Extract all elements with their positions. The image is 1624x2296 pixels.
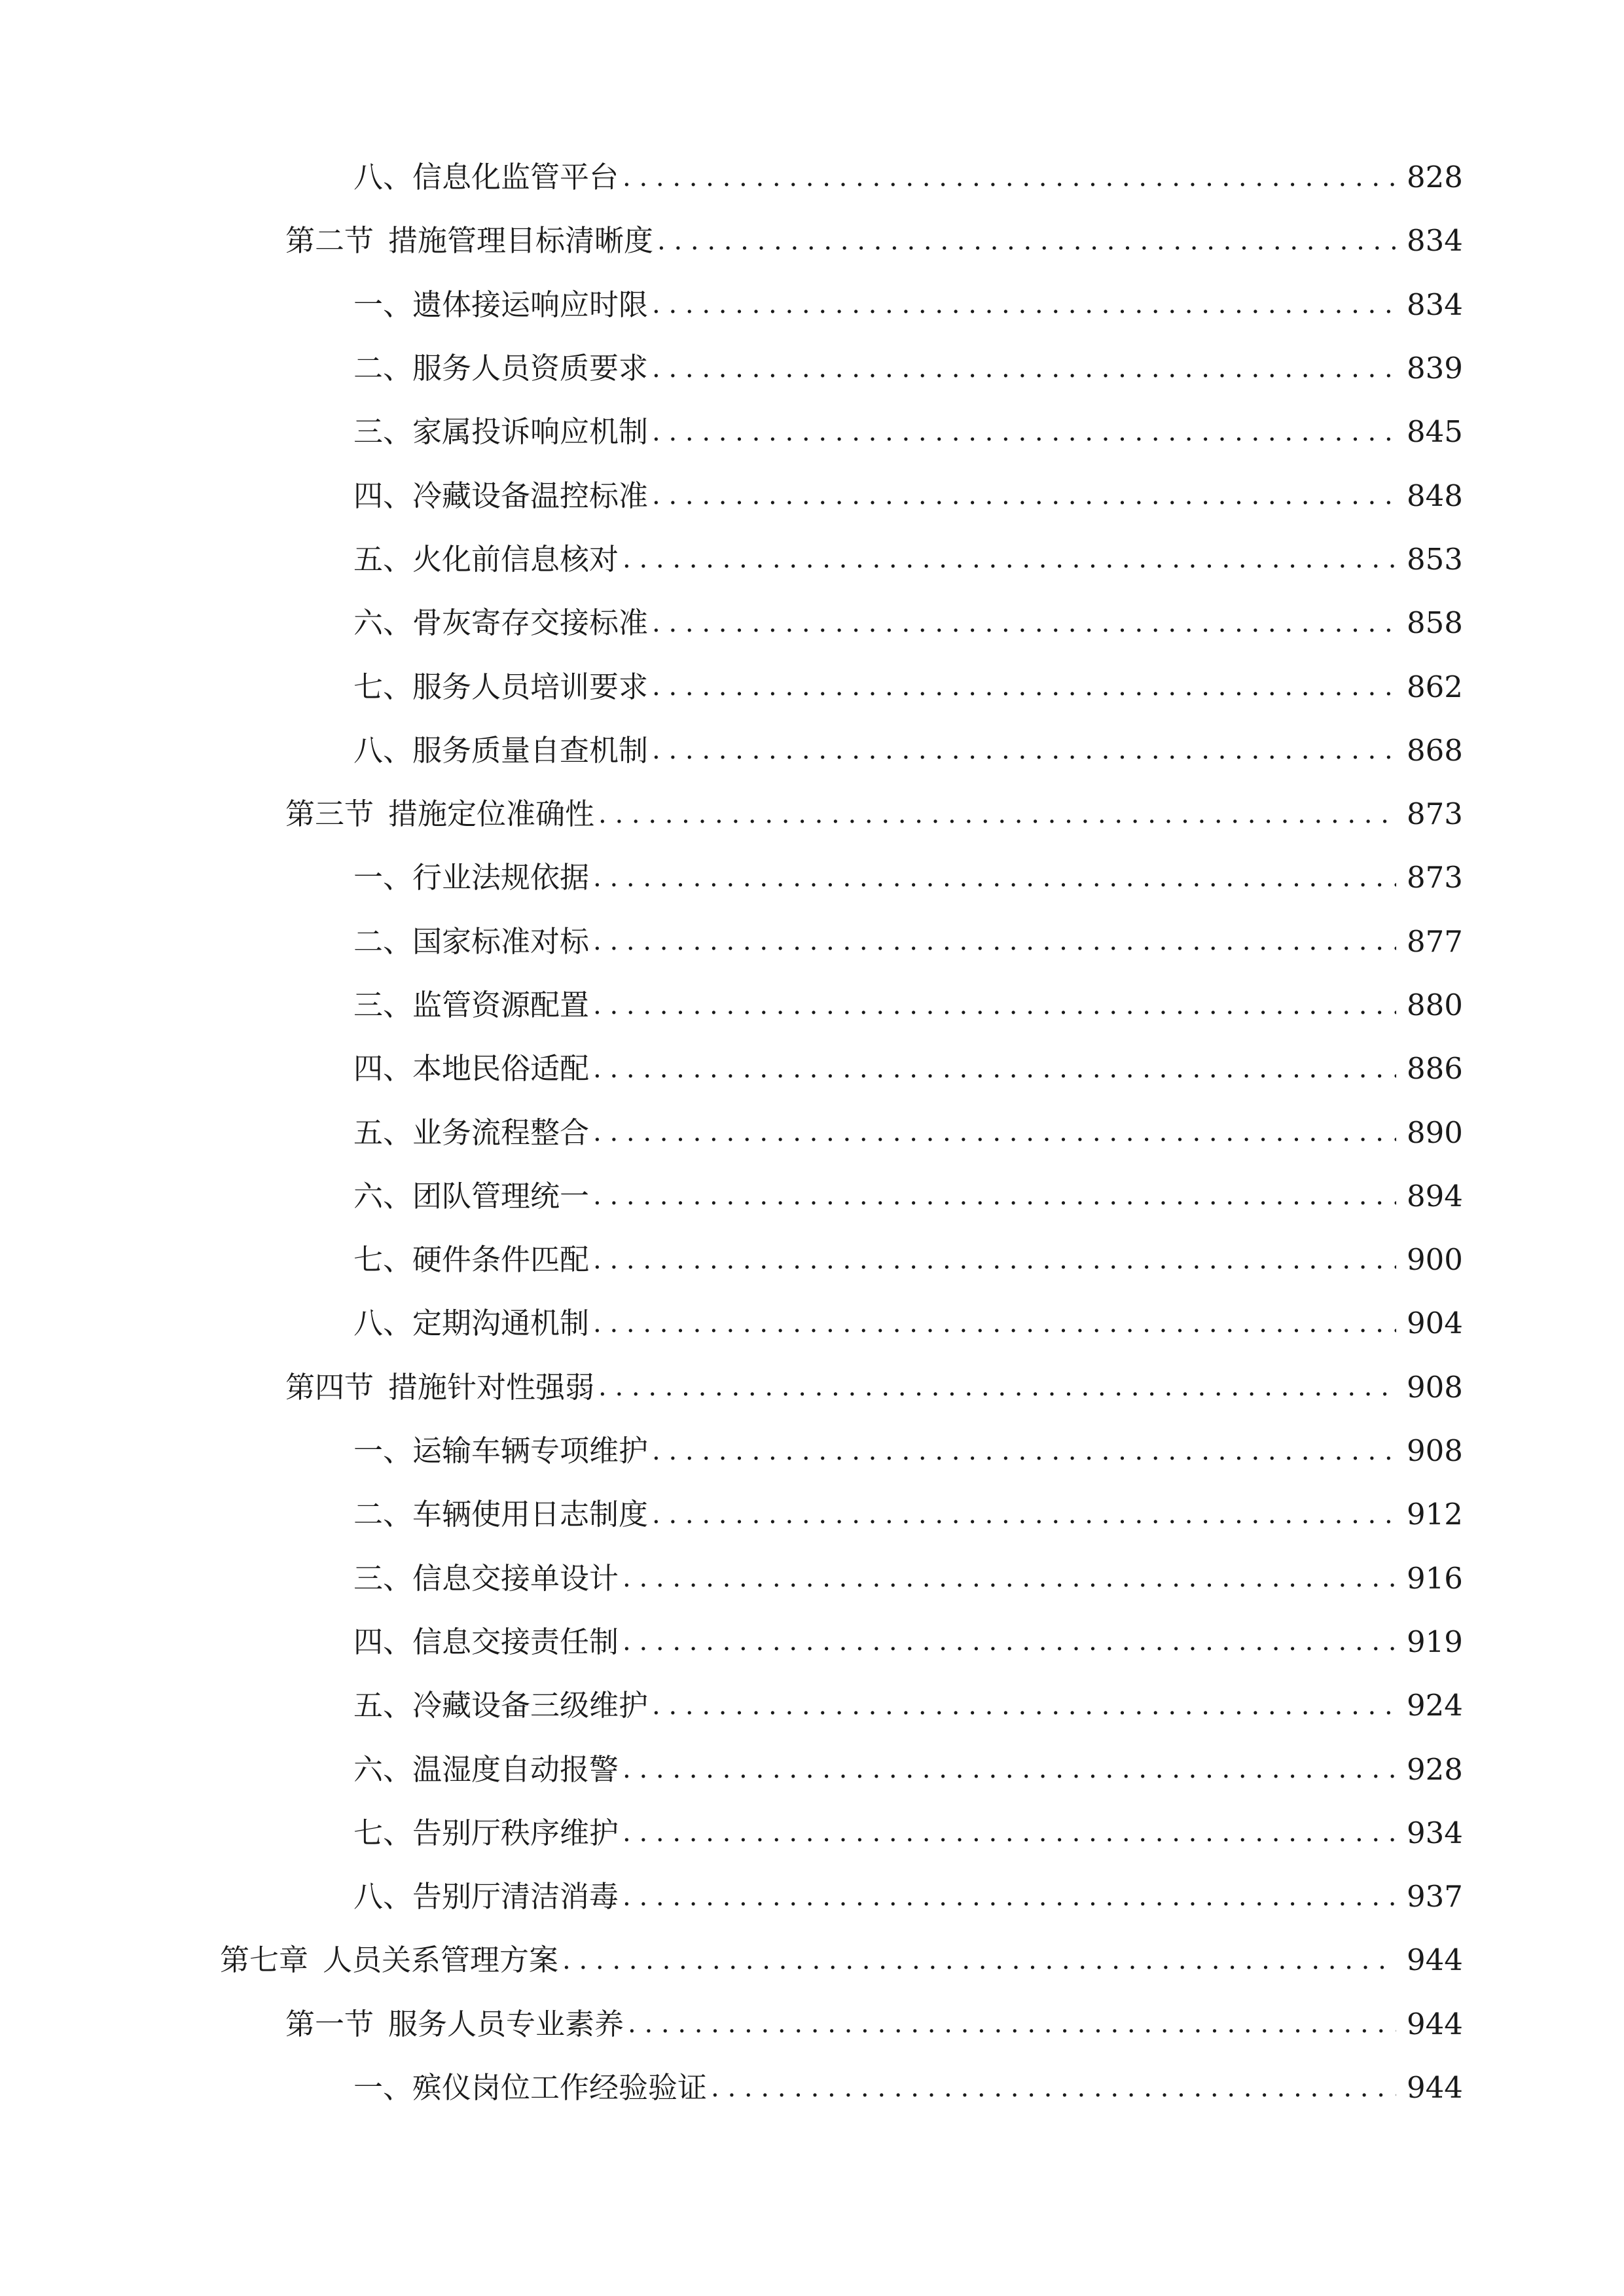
toc-dot-leader <box>652 419 1396 445</box>
toc-entry-number: 三、 <box>353 414 413 450</box>
toc-entry-title: 服务人员资质要求 <box>412 351 649 386</box>
toc-entry-page: 916 <box>1407 1560 1463 1596</box>
toc-entry-number: 六、 <box>353 1751 413 1787</box>
toc-entry-item[interactable] <box>0 1482 1624 1546</box>
toc-entry-page: 928 <box>1407 1751 1463 1787</box>
toc-entry-section[interactable] <box>0 1992 1624 2056</box>
toc-entry-item[interactable] <box>0 1610 1624 1674</box>
toc-dot-leader <box>652 1693 1396 1719</box>
toc-entry-title: 团队管理统一 <box>412 1178 590 1213</box>
toc-dot-leader <box>657 228 1396 254</box>
toc-entry-number: 五、 <box>353 1688 413 1723</box>
toc-entry-title: 本地民俗适配 <box>412 1051 590 1086</box>
toc-entry-section[interactable] <box>0 209 1624 272</box>
toc-entry-page: 908 <box>1407 1369 1463 1405</box>
toc-dot-leader <box>711 2075 1396 2101</box>
toc-dot-leader <box>623 1884 1396 1910</box>
toc-entry-number: 第三节 <box>285 797 374 832</box>
toc-entry-number: 二、 <box>353 1497 413 1532</box>
toc-entry-item[interactable] <box>0 973 1624 1037</box>
toc-entry-section[interactable] <box>0 1355 1624 1419</box>
toc-entry-number: 八、 <box>353 160 413 195</box>
toc-entry-item[interactable] <box>0 846 1624 909</box>
toc-entry-number: 一、 <box>353 1433 413 1469</box>
toc-dot-leader <box>593 865 1396 891</box>
toc-entry-item[interactable] <box>0 655 1624 718</box>
toc-entry-item[interactable] <box>0 1037 1624 1100</box>
toc-entry-number: 三、 <box>353 1560 413 1596</box>
toc-entry-number: 第一节 <box>285 2006 374 2041</box>
toc-entry-item[interactable] <box>0 1547 1624 1610</box>
toc-entry-page: 944 <box>1407 1943 1463 1978</box>
toc-dot-leader <box>652 673 1396 700</box>
toc-entry-number: 一、 <box>353 2070 413 2106</box>
toc-entry-number: 八、 <box>353 732 413 768</box>
toc-entry-page: 894 <box>1407 1178 1463 1213</box>
toc-dot-leader <box>593 1183 1396 1209</box>
toc-entry-page: 858 <box>1407 605 1463 641</box>
toc-dot-leader <box>628 2011 1396 2037</box>
toc-entry-title: 行业法规依据 <box>412 860 590 895</box>
toc-entry-title: 硬件条件匹配 <box>412 1242 590 1278</box>
toc-entry-number: 三、 <box>353 988 413 1022</box>
toc-entry-item[interactable] <box>0 1865 1624 1928</box>
toc-entry-number: 七、 <box>353 669 413 704</box>
toc-entry-number: 一、 <box>353 860 413 895</box>
toc-dot-leader <box>593 1056 1396 1082</box>
toc-entry-page: 845 <box>1407 414 1463 450</box>
toc-dot-leader <box>652 737 1396 763</box>
toc-entry-page: 877 <box>1407 924 1463 959</box>
toc-dot-leader <box>623 546 1396 572</box>
toc-entry-page: 873 <box>1407 860 1463 895</box>
toc-entry-number: 二、 <box>353 351 413 386</box>
toc-entry-item[interactable] <box>0 273 1624 336</box>
toc-entry-item[interactable] <box>0 145 1624 209</box>
toc-entry-number: 七、 <box>353 1815 413 1850</box>
toc-entry-page: 834 <box>1407 223 1463 259</box>
toc-entry-number: 五、 <box>353 541 413 577</box>
toc-entry-page: 919 <box>1407 1624 1463 1659</box>
toc-entry-item[interactable] <box>0 1100 1624 1164</box>
toc-entry-number: 四、 <box>353 478 413 513</box>
toc-entry-title: 措施管理目标清晰度 <box>388 223 654 259</box>
toc-dot-leader <box>652 482 1396 509</box>
toc-entry-title: 业务流程整合 <box>412 1115 590 1150</box>
toc-entry-title: 火化前信息核对 <box>412 541 619 577</box>
toc-entry-item[interactable] <box>0 910 1624 973</box>
toc-entry-number: 七、 <box>353 1242 413 1278</box>
toc-dot-leader <box>593 1247 1396 1273</box>
toc-entry-page: 880 <box>1407 988 1463 1022</box>
toc-entry-item[interactable] <box>0 591 1624 655</box>
toc-entry-item[interactable] <box>0 1737 1624 1801</box>
toc-entry-title: 骨灰寄存交接标准 <box>412 605 649 641</box>
toc-entry-page: 848 <box>1407 478 1463 513</box>
toc-entry-title: 监管资源配置 <box>412 988 590 1022</box>
toc-entry-title: 服务人员专业素养 <box>388 2006 624 2041</box>
toc-entry-title: 信息交接单设计 <box>412 1560 619 1596</box>
toc-entry-page: 828 <box>1407 160 1463 195</box>
toc-entry-number: 五、 <box>353 1115 413 1150</box>
toc-entry-number: 二、 <box>353 924 413 959</box>
toc-entry-title: 殡仪岗位工作经验验证 <box>412 2070 708 2106</box>
toc-entry-title: 家属投诉响应机制 <box>412 414 649 450</box>
toc-entry-number: 八、 <box>353 1879 413 1914</box>
toc-entry-number: 第七章 <box>220 1943 309 1978</box>
toc-entry-title: 冷藏设备温控标准 <box>412 478 649 513</box>
toc-entry-page: 934 <box>1407 1815 1463 1850</box>
toc-entry-number: 四、 <box>353 1624 413 1659</box>
table-of-contents <box>0 145 1624 2119</box>
toc-entry-item[interactable] <box>0 2056 1624 2119</box>
toc-entry-page: 900 <box>1407 1242 1463 1278</box>
toc-entry-item[interactable] <box>0 1419 1624 1482</box>
toc-entry-title: 措施针对性强弱 <box>388 1369 595 1405</box>
toc-entry-item[interactable] <box>0 719 1624 782</box>
toc-entry-page: 944 <box>1407 2070 1463 2106</box>
toc-dot-leader <box>598 801 1396 827</box>
toc-entry-page: 904 <box>1407 1306 1463 1341</box>
toc-entry-item[interactable] <box>0 400 1624 463</box>
toc-entry-number: 一、 <box>353 287 413 322</box>
toc-entry-item[interactable] <box>0 1801 1624 1865</box>
toc-entry-number: 第四节 <box>285 1369 374 1405</box>
toc-dot-leader <box>593 1310 1396 1336</box>
toc-entry-item[interactable] <box>0 1228 1624 1291</box>
toc-entry-item[interactable] <box>0 336 1624 400</box>
toc-dot-leader <box>623 1565 1396 1591</box>
toc-entry-chapter[interactable] <box>0 1928 1624 1992</box>
toc-entry-page: 862 <box>1407 669 1463 704</box>
toc-entry-number: 六、 <box>353 605 413 641</box>
toc-dot-leader <box>652 291 1396 317</box>
toc-entry-title: 定期沟通机制 <box>412 1306 590 1341</box>
toc-entry-title: 措施定位准确性 <box>388 797 595 832</box>
toc-entry-title: 服务人员培训要求 <box>412 669 649 704</box>
toc-entry-title: 运输车辆专项维护 <box>412 1433 649 1469</box>
toc-entry-item[interactable] <box>0 1674 1624 1737</box>
toc-entry-page: 944 <box>1407 2006 1463 2041</box>
toc-entry-title: 车辆使用日志制度 <box>412 1497 649 1532</box>
toc-entry-number: 六、 <box>353 1178 413 1213</box>
toc-dot-leader <box>593 992 1396 1018</box>
toc-entry-title: 信息化监管平台 <box>412 160 619 195</box>
toc-entry-title: 冷藏设备三级维护 <box>412 1688 649 1723</box>
toc-entry-page: 873 <box>1407 797 1463 832</box>
toc-entry-page: 868 <box>1407 732 1463 768</box>
toc-entry-page: 886 <box>1407 1051 1463 1086</box>
toc-entry-title: 告别厅清洁消毒 <box>412 1879 619 1914</box>
toc-entry-title: 服务质量自查机制 <box>412 732 649 768</box>
toc-entry-page: 839 <box>1407 351 1463 386</box>
toc-entry-page: 908 <box>1407 1433 1463 1469</box>
toc-entry-item[interactable] <box>0 1291 1624 1355</box>
toc-entry-title: 国家标准对标 <box>412 924 590 959</box>
toc-entry-item[interactable] <box>0 1164 1624 1228</box>
toc-entry-number: 第二节 <box>285 223 374 259</box>
toc-entry-title: 人员关系管理方案 <box>323 1943 559 1978</box>
toc-dot-leader <box>652 1501 1396 1528</box>
toc-entry-title: 遗体接运响应时限 <box>412 287 649 322</box>
toc-entry-title: 温湿度自动报警 <box>412 1751 619 1787</box>
toc-entry-page: 890 <box>1407 1115 1463 1150</box>
toc-dot-leader <box>623 1820 1396 1846</box>
toc-entry-page: 912 <box>1407 1497 1463 1532</box>
toc-dot-leader <box>652 1438 1396 1464</box>
toc-dot-leader <box>623 1756 1396 1782</box>
toc-dot-leader <box>652 610 1396 636</box>
toc-entry-page: 924 <box>1407 1688 1463 1723</box>
toc-entry-page: 937 <box>1407 1879 1463 1914</box>
toc-entry-section[interactable] <box>0 782 1624 846</box>
toc-entry-page: 834 <box>1407 287 1463 322</box>
toc-entry-item[interactable] <box>0 528 1624 591</box>
toc-dot-leader <box>598 1374 1396 1400</box>
toc-entry-page: 853 <box>1407 541 1463 577</box>
toc-dot-leader <box>652 355 1396 382</box>
toc-dot-leader <box>593 928 1396 954</box>
toc-entry-title: 告别厅秩序维护 <box>412 1815 619 1850</box>
toc-dot-leader <box>623 1628 1396 1655</box>
toc-dot-leader <box>623 164 1396 190</box>
toc-entry-number: 四、 <box>353 1051 413 1086</box>
toc-dot-leader <box>562 1947 1396 1973</box>
toc-entry-number: 八、 <box>353 1306 413 1341</box>
toc-entry-title: 信息交接责任制 <box>412 1624 619 1659</box>
toc-entry-item[interactable] <box>0 463 1624 527</box>
toc-dot-leader <box>593 1119 1396 1145</box>
